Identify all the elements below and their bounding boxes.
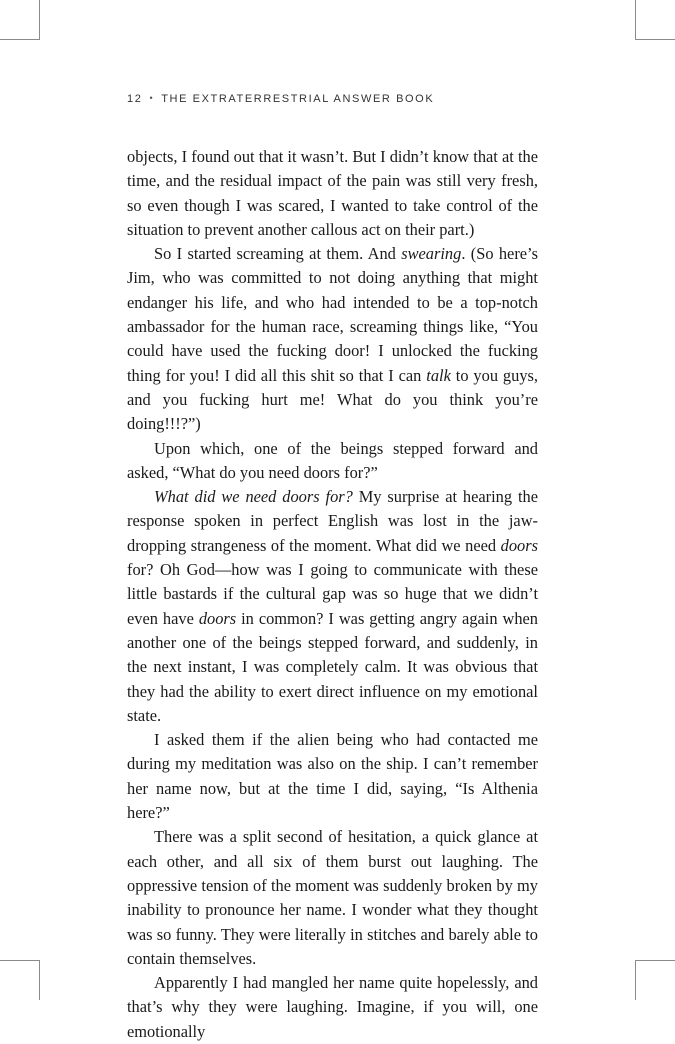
crop-mark-top-left-horizontal bbox=[0, 39, 40, 40]
running-header bbox=[127, 93, 434, 105]
crop-mark-top-left-vertical bbox=[39, 0, 40, 40]
paragraph-7: Apparently I had mangled her name quite hopelessly, and that’s why they were laughing. Imagine, if you will, one emotionally bbox=[127, 973, 538, 1041]
paragraph-1: objects, I found out that it wasn’t. But I didn’t know that at the time, and the residual impact of the pain was still very fresh, so even though I was scared, I wanted to take control of the situation to prevent another callous act on their part.) bbox=[127, 147, 538, 239]
crop-mark-top-right-vertical bbox=[635, 0, 636, 40]
crop-mark-bottom-left-horizontal bbox=[0, 960, 40, 961]
italic-run: What did we need doors for? bbox=[154, 487, 353, 507]
italic-run: doors bbox=[500, 535, 538, 555]
paragraph-2 bbox=[127, 242, 538, 436]
body-text bbox=[127, 145, 538, 1044]
paragraph-5: I asked them if the alien being who had contacted me during my meditation was also on the ship. I can’t remember her name now, but at the time I did, saying, “Is Althenia here?” bbox=[127, 730, 538, 823]
crop-mark-top-right-horizontal bbox=[636, 39, 675, 40]
italic-run: swearing bbox=[401, 244, 462, 264]
text-run: to you guys, and you fucking hurt me! What do you think you’re doing!!!?”) bbox=[127, 365, 538, 434]
text-run: in common? I was getting angry again when another one of the beings stepped forward, and suddenly, in the next instant, I was completely calm. It was obvious that they had the ability to exert direct influence on my emotional state. bbox=[127, 608, 539, 725]
text-run: . (So here’s Jim, who was committed to not doing anything that might endanger his life, and who had intended to be a top-notch ambassador for the human race, screaming things like, “You could have used the fucking door! I unlocked the fucking thing for you! I did all this shit so that I can bbox=[127, 244, 538, 385]
page-number: 12 bbox=[127, 93, 143, 105]
text-run: So I started screaming at them. And bbox=[154, 244, 402, 264]
paragraph-3: Upon which, one of the beings stepped forward and asked, “What do you need doors for?” bbox=[127, 438, 538, 482]
paragraph-4 bbox=[127, 485, 538, 728]
crop-mark-bottom-left-vertical bbox=[39, 960, 40, 1000]
italic-run: talk bbox=[426, 365, 451, 385]
italic-run: doors bbox=[198, 608, 237, 628]
text-run: for? Oh God—how was I going to communicate with these little bastards if the cultural gap was so huge that we didn’t even have bbox=[127, 560, 538, 628]
header-separator: • bbox=[149, 93, 155, 103]
paragraph-6: There was a split second of hesitation, a quick glance at each other, and all six of them burst out laughing. The oppressive tension of the moment was suddenly broken by my inability to pronounce her name. I wonder what they thought was so funny. They were literally in stitches and barely able to contain themselves. bbox=[127, 827, 538, 968]
crop-mark-bottom-right-horizontal bbox=[636, 960, 675, 961]
running-title: THE EXTRATERRESTRIAL ANSWER BOOK bbox=[161, 93, 435, 105]
text-run: My surprise at hearing the response spoken in perfect English was lost in the jaw-dropping strangeness of the moment. What did we need bbox=[127, 487, 538, 555]
crop-mark-bottom-right-vertical bbox=[635, 960, 636, 1000]
